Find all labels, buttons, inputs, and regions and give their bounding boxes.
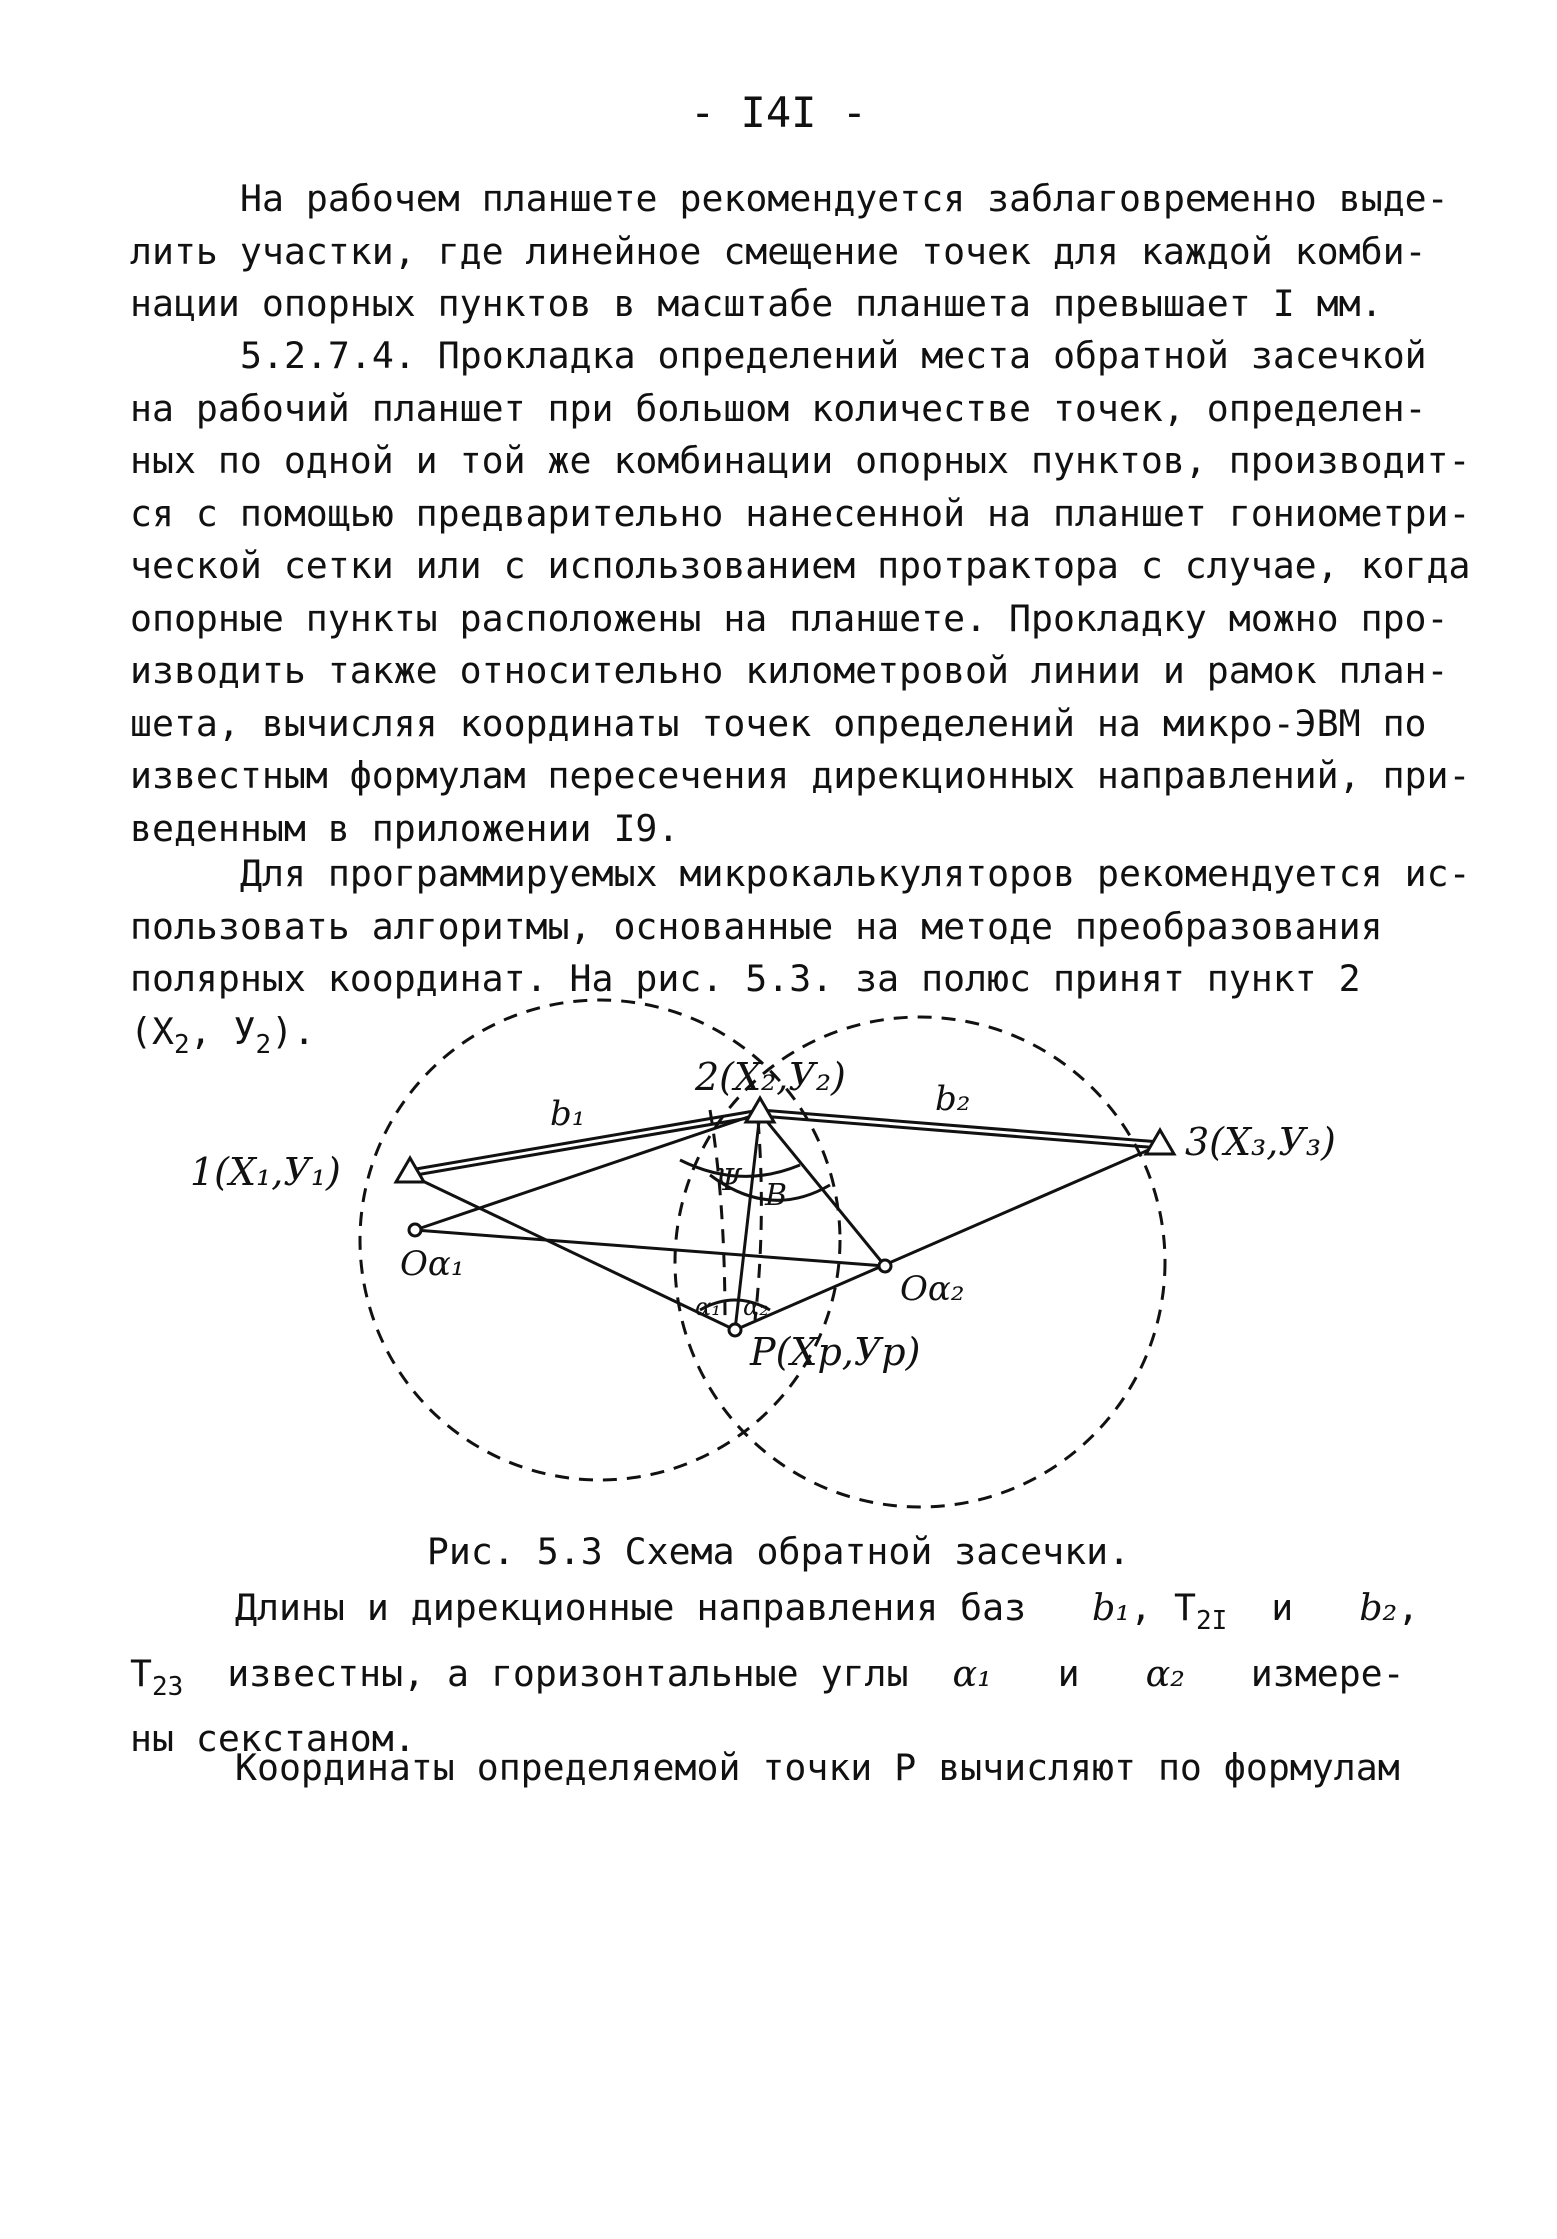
- label-psi: Ψ: [715, 1163, 742, 1198]
- text-line: 5.2.7.4. Прокладка определений места обратной засечкой: [240, 334, 1427, 377]
- figure-caption: Рис. 5.3 Схема обратной засечки.: [426, 1530, 1131, 1573]
- label-point-p: P(Xp,Уp): [750, 1330, 921, 1374]
- pole-middle: , У: [189, 1009, 256, 1053]
- text-line: изводить также относительно километровой линии и рамок план-: [130, 649, 1449, 692]
- angle-alpha2: α₂: [1145, 1651, 1185, 1695]
- text-line: ных по одной и той же комбинации опорных пунктов, производит-: [130, 439, 1471, 482]
- label-alpha2: α₂: [743, 1293, 769, 1321]
- point-p: [729, 1324, 741, 1336]
- base-b2: b₂: [1359, 1586, 1398, 1629]
- separator: ,: [1130, 1586, 1153, 1629]
- text-line: полярных координат. На рис. 5.3. за полюс принят пункт 2: [130, 957, 1361, 1000]
- text-line: известным формулам пересечения дирекционных направлений, при-: [130, 754, 1471, 797]
- centre-o2: [879, 1260, 891, 1272]
- text-line: Координаты определяемой точки P вычисляют по формулам: [235, 1746, 1400, 1789]
- text-line: Для программируемых микрокалькуляторов рекомендуется ис-: [240, 852, 1471, 895]
- t23-subscript: 23: [151, 1671, 184, 1702]
- label-point-1: 1(X₁,У₁): [190, 1150, 341, 1194]
- comma: ,: [1397, 1586, 1420, 1629]
- bases-text: Длины и дирекционные направления баз: [235, 1586, 1027, 1629]
- t21-symbol: T: [1174, 1586, 1196, 1629]
- centre-o1: [409, 1224, 421, 1236]
- label-centre-o1: Oα₁: [400, 1244, 465, 1284]
- text-line: шета, вычисляя координаты точек определений на микро-ЭВМ по: [130, 701, 1427, 745]
- text-line: На рабочем планшете рекомендуется заблаговременно выде-: [240, 177, 1449, 220]
- label-base-1: b₁: [550, 1094, 586, 1134]
- angle-arc-dashed: [710, 1110, 725, 1320]
- paragraph-5: [130, 1742, 1430, 1795]
- text-line: ческой сетки или с использованием протрактора с случае, когда: [130, 544, 1471, 587]
- page-number: - I4I -: [689, 88, 867, 137]
- measured-text: измере-: [1250, 1651, 1405, 1695]
- conjunction-2: и: [1057, 1651, 1080, 1695]
- resection-diagram: [190, 1000, 1380, 1520]
- triangle-point-1: [396, 1158, 424, 1182]
- label-centre-o2: Oα₂: [900, 1269, 965, 1309]
- angle-alpha1: α₁: [952, 1651, 992, 1695]
- paragraph-1: [130, 173, 1449, 331]
- pole-sub-x: 2: [173, 1029, 190, 1060]
- text-line: лить участки, где линейное смещение точек для каждой комби-: [130, 229, 1427, 273]
- text-line: [130, 1582, 1430, 1648]
- paragraph-4: [130, 1582, 1430, 1766]
- angles-text: известны, а горизонтальные углы: [227, 1651, 909, 1695]
- pole-sub-y: 2: [255, 1029, 272, 1060]
- pole-prefix: (X: [130, 1009, 174, 1053]
- label-point-3: 3(X₃,У₃): [1185, 1120, 1336, 1164]
- text-line: ся с помощью предварительно нанесенной на планшет гониометри-: [130, 491, 1471, 535]
- t21-subscript: 2I: [1196, 1606, 1228, 1636]
- text-line: на рабочий планшет при большом количестве точек, определен-: [130, 386, 1427, 430]
- text-line: пользовать алгоритмы, основанные на методе преобразования: [130, 904, 1383, 948]
- label-base-2: b₂: [935, 1079, 971, 1119]
- text-line: опорные пункты расположены на планшете. Прокладку можно про-: [130, 596, 1449, 640]
- text-line: веденным в приложении I9.: [130, 806, 680, 850]
- base-line-2b: [760, 1116, 1160, 1148]
- label-alpha1: α₁: [695, 1293, 721, 1321]
- label-beta: B: [765, 1178, 788, 1213]
- label-point-2: 2(X₂,У₂): [695, 1055, 846, 1099]
- t23-symbol: T: [130, 1651, 152, 1695]
- conjunction: и: [1271, 1586, 1294, 1629]
- paragraph-2: [130, 330, 1471, 855]
- base-b1: b₁: [1092, 1586, 1131, 1629]
- text-line: нации опорных пунктов в масштабе планшета превышает I мм.: [130, 282, 1383, 325]
- text-line: [130, 1648, 1430, 1714]
- line-o1-to-o2: [415, 1230, 885, 1266]
- text-line: ны секстаном.: [130, 1717, 416, 1760]
- pole-suffix: ).: [271, 1009, 316, 1053]
